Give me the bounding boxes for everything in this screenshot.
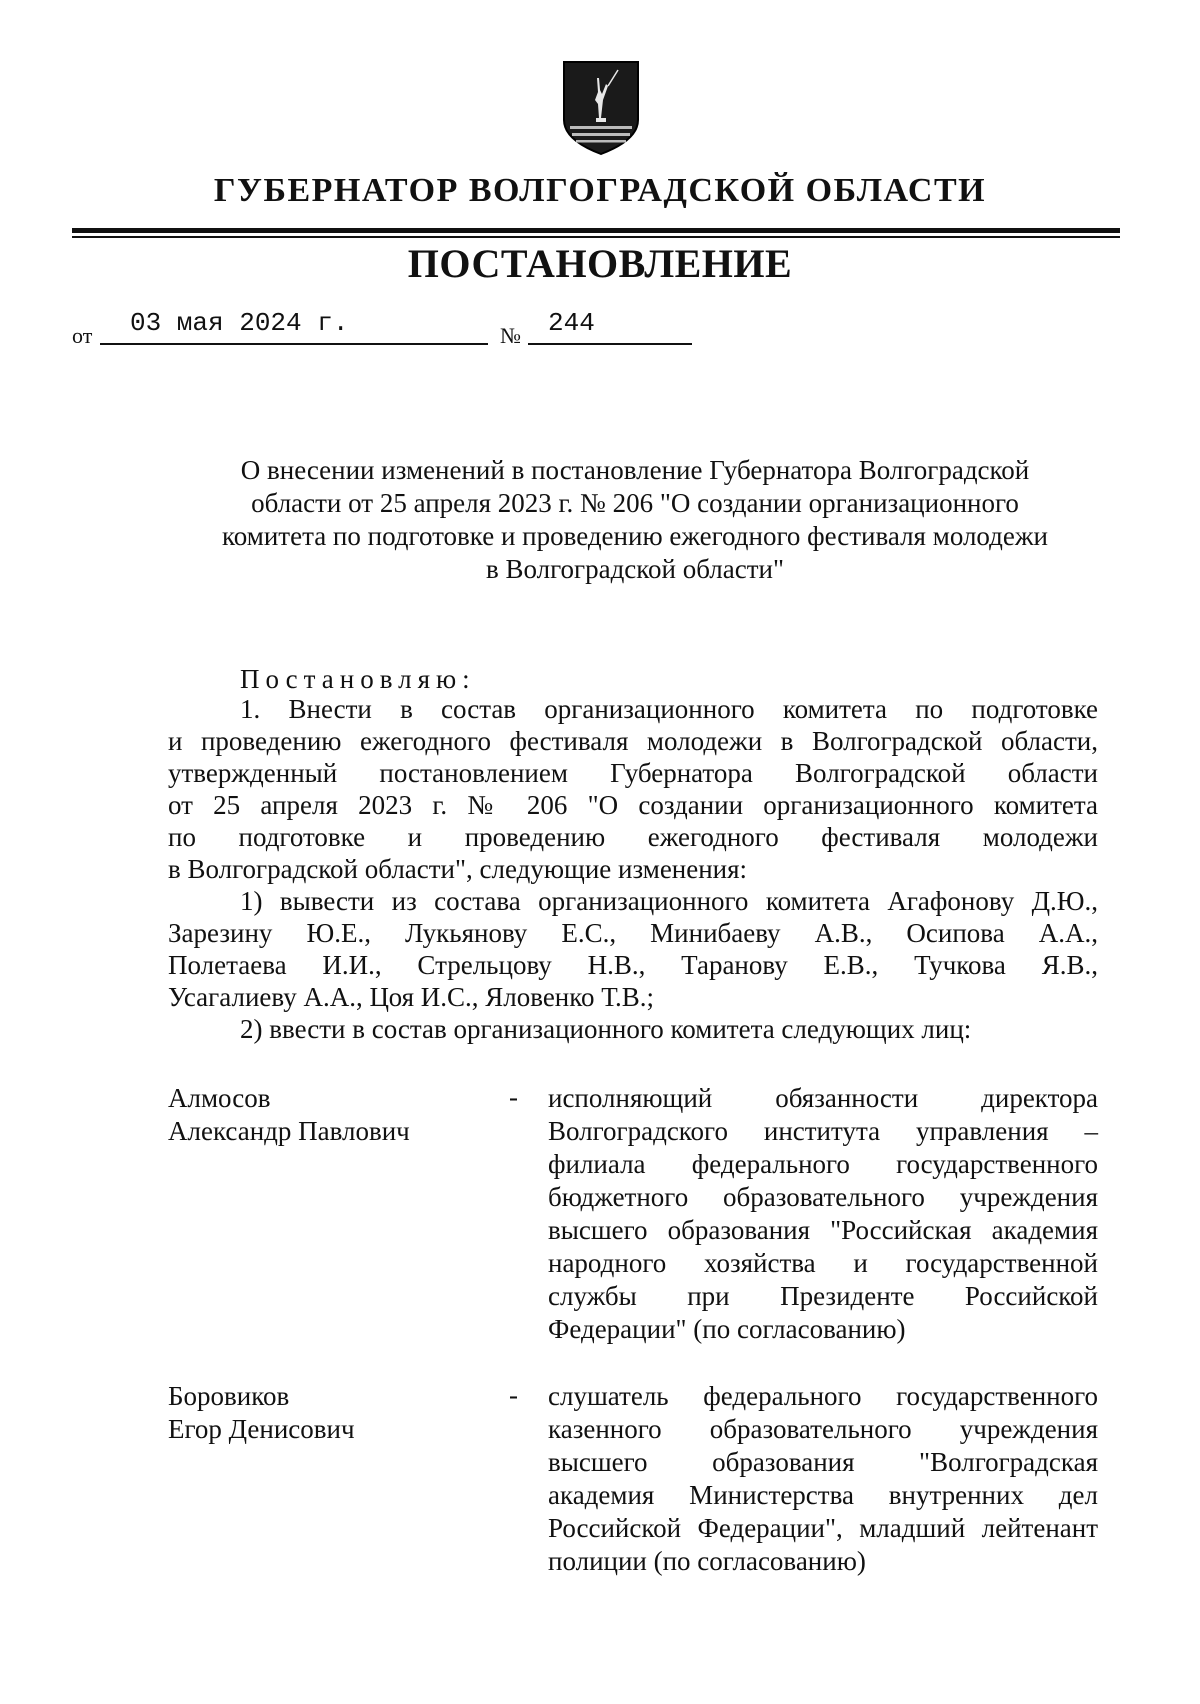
member-surname: Алмосов [168,1083,271,1113]
sub1-line: 1) вывести из состава организационного комитета Агафонову Д.Ю., [240,886,1098,916]
number-underline [528,343,692,345]
item1-line: от 25 апреля 2023 г. № 206 "О создании организационного комитета [168,790,1098,820]
role-line: народного хозяйства и государственной [548,1248,1098,1278]
sub1-line: Зарезину Ю.Е., Лукьянову Е.С., Минибаеву А.В., Осипова А.А., [168,918,1098,948]
item1-line: 1. Внести в состав организационного комитета по подготовке [240,694,1098,724]
role-line: слушатель федерального государственного [548,1381,1098,1411]
member-dash: - [509,1082,518,1112]
member-surname: Боровиков [168,1381,290,1411]
title-line: области от 25 апреля 2023 г. № 206 "О создании организационного [251,488,1019,518]
role-line: филиала федерального государственного [548,1149,1098,1179]
region-emblem-icon [562,60,640,156]
resolution-word: Постановляю: [240,664,476,694]
document-date: 03 мая 2024 г. [130,308,349,338]
document-number: 244 [548,308,595,338]
member-given-names: Александр Павлович [168,1116,410,1146]
role-line: полиции (по согласованию) [548,1546,866,1576]
item1-line: и проведению ежегодного фестиваля молодежи в Волгоградской области, [168,726,1098,756]
member-dash: - [509,1380,518,1410]
role-line: казенного образовательного учреждения [548,1414,1098,1444]
header-rule-thick [72,228,1120,233]
item1-line: утвержденный постановлением Губернатора Волгоградской области [168,758,1098,788]
member-given-names: Егор Денисович [168,1414,355,1444]
item1-line: в Волгоградской области", следующие изменения: [168,854,748,884]
role-line: исполняющий обязанности директора [548,1083,1098,1113]
document-title [180,454,1090,586]
role-line: службы при Президенте Российской [548,1281,1098,1311]
role-line: бюджетного образовательного учреждения [548,1182,1098,1212]
title-line: комитета по подготовке и проведению ежегодного фестиваля молодежи [222,521,1048,551]
date-prefix: от [72,323,93,348]
number-prefix: № [500,323,521,348]
sub2-line: 2) ввести в состав организационного комитета следующих лиц: [240,1014,972,1044]
role-line: высшего образования "Российская академия [548,1215,1098,1245]
title-line: в Волгоградской области" [485,554,785,584]
role-line: Федерации" (по согласованию) [548,1314,906,1344]
role-line: Российской Федерации", младший лейтенант [548,1513,1098,1543]
sub1-line: Полетаева И.И., Стрельцову Н.В., Таранову Е.В., Тучкова Я.В., [168,950,1098,980]
item1-line: по подготовке и проведению ежегодного фестиваля молодежи [168,822,1098,852]
authority-heading: ГУБЕРНАТОР ВОЛГОГРАДСКОЙ ОБЛАСТИ [213,172,987,209]
header-rule-thin [72,236,1120,238]
title-line: О внесении изменений в постановление Губернатора Волгоградской [240,455,1030,485]
role-line: академия Министерства внутренних дел [548,1480,1098,1510]
document-type-heading: ПОСТАНОВЛЕНИЕ [407,241,793,286]
role-line: Волгоградского института управления – [548,1116,1098,1146]
member-role [548,1082,1098,1346]
date-underline [100,343,488,345]
member-role [548,1380,1098,1578]
role-line: высшего образования "Волгоградская [548,1447,1098,1477]
sub1-line: Усагалиеву А.А., Цоя И.С., Яловенко Т.В.; [168,982,655,1012]
